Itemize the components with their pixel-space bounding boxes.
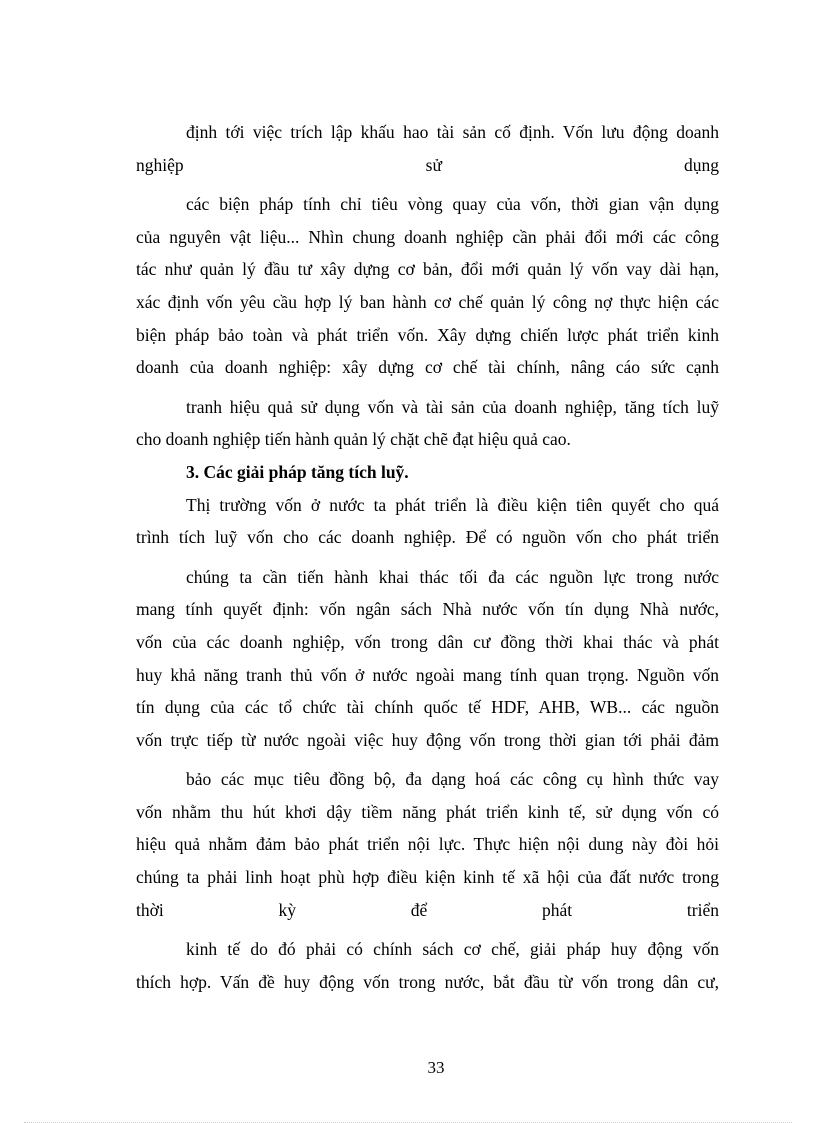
text-line: vốn trực tiếp từ nước ngoài việc huy động vốn trong thời gian tới phải đảm <box>136 729 719 750</box>
text-line: kinh tế do đó phải có chính sách cơ chế, giải pháp huy động vốn <box>186 939 719 960</box>
page-number: 33 <box>427 1058 445 1077</box>
text-line: thích hợp. Vấn đề huy động vốn trong nước, bắt đầu từ vốn trong dân cư, <box>136 971 719 992</box>
text-line: bảo các mục tiêu đồng bộ, đa dạng hoá các công cụ hình thức vay <box>186 769 719 790</box>
text-line: chúng ta phải linh hoạt phù hợp điều kiện kinh tế xã hội của đất nước trong <box>136 867 719 888</box>
text-line: định tới việc trích lập khấu hao tài sản cố định. Vốn lưu động doanh <box>186 122 719 142</box>
text-line: tín dụng của các tổ chức tài chính quốc tế HDF, AHB, WB... các nguồn <box>136 697 719 718</box>
text-line: huy khả năng tranh thủ vốn ở nước ngoài mang tính quan trọng. Nguồn vốn <box>136 664 719 685</box>
body-text <box>136 116 719 998</box>
text-line: tác như quản lý đầu tư xây dựng cơ bản, đổi mới quản lý vốn vay dài hạn, <box>136 259 719 280</box>
text-line: hiệu quả nhằm đảm bảo phát triển nội lực. Thực hiện nội dung này đòi hỏi <box>136 834 719 855</box>
text-line: mang tính quyết định: vốn ngân sách Nhà nước vốn tín dụng Nhà nước, <box>136 599 719 620</box>
text-line: vốn của các doanh nghiệp, vốn trong dân cư đồng thời khai thác và phát <box>136 631 719 652</box>
text-line: trình tích luỹ vốn cho các doanh nghiệp. Để có nguồn vốn cho phát triển <box>136 527 719 548</box>
text-line: Thị trường vốn ở nước ta phát triển là điều kiện tiên quyết cho quá <box>186 494 719 515</box>
text-line: các biện pháp tính chỉ tiêu vòng quay của vốn, thời gian vận dụng <box>186 194 719 215</box>
text-line: của nguyên vật liệu... Nhìn chung doanh nghiệp cần phải đổi mới các công <box>136 226 719 247</box>
text-line: nghiệp sử dụng <box>136 154 719 175</box>
text-line: biện pháp bảo toàn và phát triển vốn. Xây dựng chiến lược phát triển kinh <box>136 324 719 345</box>
text-line: tranh hiệu quả sử dụng vốn và tài sản của doanh nghiệp, tăng tích luỹ <box>186 396 719 417</box>
section-heading: 3. Các giải pháp tăng tích luỹ. <box>186 461 409 482</box>
text-line: cho doanh nghiệp tiến hành quản lý chặt chẽ đạt hiệu quả cao. <box>136 429 571 450</box>
text-line: doanh của doanh nghiệp: xây dựng cơ chế tài chính, nâng cáo sức cạnh <box>136 357 719 378</box>
text-line: xác định vốn yêu cầu hợp lý ban hành cơ chế quản lý công nợ thực hiện các <box>136 291 719 312</box>
text-line: thời kỳ để phát triển <box>136 899 719 920</box>
text-line: chúng ta cần tiến hành khai thác tối đa các nguồn lực trong nước <box>186 566 719 587</box>
text-line: vốn nhằm thu hút khơi dậy tiềm năng phát triển kinh tế, sử dụng vốn có <box>136 801 719 822</box>
